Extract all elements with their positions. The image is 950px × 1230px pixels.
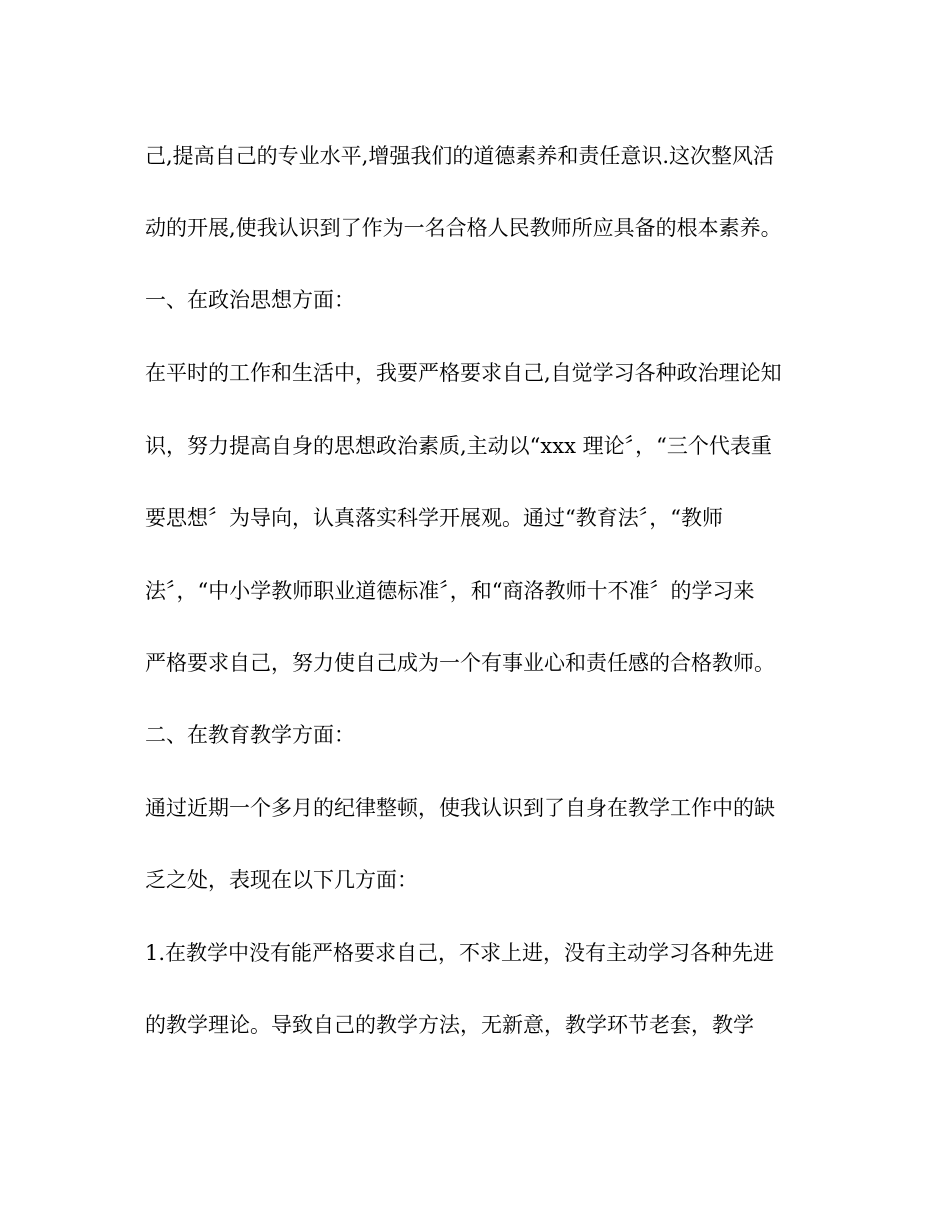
paragraph-line: 动的开展,使我认识到了作为一名合格人民教师所应具备的根本素养。: [145, 216, 782, 240]
paragraph-line: 严格要求自己，努力使自己成为一个有事业心和责任感的合格教师。: [145, 651, 775, 675]
paragraph-line: 的教学理论。导致自己的教学方法，无新意，教学环节老套，教学: [145, 1013, 754, 1037]
paragraph-line: 乏之处，表现在以下几方面：: [145, 868, 418, 892]
paragraph-line: 在平时的工作和生活中，我要严格要求自己,自觉学习各种政治理论知: [145, 361, 782, 385]
list-item-line: 1.在教学中没有能严格要求自己，不求上进，没有主动学习各种先进: [145, 941, 775, 965]
section-heading-teaching: 二、在教育教学方面：: [145, 723, 355, 747]
paragraph-line: 要思想〞为导向，认真落实科学开展观。通过“教育法〞，“教师: [145, 506, 723, 530]
section-heading-political: 一、在政治思想方面：: [145, 288, 355, 312]
paragraph-line: 识，努力提高自身的思想政治素质,主动以“xxx 理论〞，“三个代表重: [145, 434, 772, 458]
paragraph-line: 通过近期一个多月的纪律整顿，使我认识到了自身在教学工作中的缺: [145, 796, 775, 820]
paragraph-line: 己,提高自己的专业水平,增强我们的道德素养和责任意识.这次整风活: [145, 144, 775, 168]
paragraph-line: 法〞，“中小学教师职业道德标准〞，和“商洛教师十不准〞的学习来: [145, 579, 755, 603]
